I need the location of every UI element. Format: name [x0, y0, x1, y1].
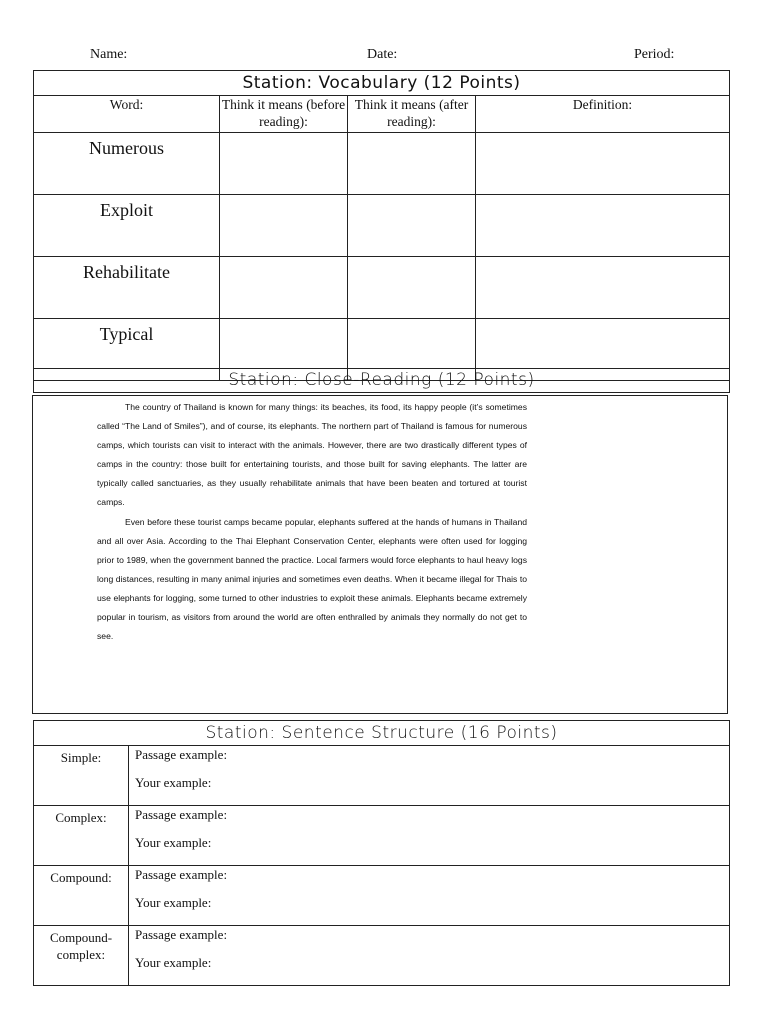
vocab-word: Rehabilitate [34, 257, 220, 319]
vocabulary-title: Station: Vocabulary (12 Points) [34, 71, 730, 96]
column-after-reading: Think it means (after reading): [348, 96, 476, 133]
passage-example-field[interactable]: Passage example: [135, 927, 228, 942]
before-reading-cell[interactable] [220, 133, 348, 195]
header-row [0, 47, 768, 67]
date-label: Date: [367, 47, 398, 62]
table-row [34, 195, 730, 257]
vocab-word: Exploit [34, 195, 220, 257]
table-row [34, 133, 730, 195]
sentence-type-label: Compound-complex: [34, 926, 129, 986]
sentence-type-label: Complex: [34, 806, 129, 866]
definition-cell[interactable] [476, 195, 730, 257]
your-example-field[interactable]: Your example: [135, 835, 212, 850]
after-reading-cell[interactable] [348, 257, 476, 319]
before-reading-cell[interactable] [220, 257, 348, 319]
definition-cell[interactable] [476, 133, 730, 195]
sentence-type-label: Simple: [34, 746, 129, 806]
passage-paragraph: The country of Thailand is known for many things: its beaches, its food, its happy people (it’s sometimes called “The Land of Smiles”), and of course, its elephants. The northern part of Thailand is famous for numerous camps, which tourists can visit to interact with the animals. However, there are two drastically different types of camps in the country: those built for entertaining tourists, and those built for saving elephants. The latter are typically called sanctuaries, as they usually rehabilitate animals that have been beaten and tortured at tourist camps. [97, 402, 527, 508]
sentence-type-label: Compound: [34, 866, 129, 926]
column-before-reading: Think it means (before reading): [220, 96, 348, 133]
close-reading-title: Station: Close-Reading (12 Points) [33, 368, 730, 393]
table-row [34, 257, 730, 319]
reading-passage [32, 395, 728, 714]
passage-example-field[interactable]: Passage example: [135, 807, 228, 822]
before-reading-cell[interactable] [220, 195, 348, 257]
your-example-field[interactable]: Your example: [135, 775, 212, 790]
your-example-field[interactable]: Your example: [135, 955, 212, 970]
after-reading-cell[interactable] [348, 133, 476, 195]
name-label: Name: [90, 47, 128, 62]
period-label: Period: [634, 47, 675, 62]
passage-paragraph: Even before these tourist camps became popular, elephants suffered at the hands of humans in Thailand and all over Asia. According to the Thai Elephant Conservation Center, elephants were often used for logging prior to 1989, when the government banned the practice. Local farmers would force elephants to haul heavy logs long distances, resulting in many animal injuries and sometimes even deaths. When it became illegal for Thais to use elephants for logging, some turned to other industries to exploit these animals. Elephants became extremely popular in tourism, as visitors from around the world are often enthralled by animals they normally do not get to see. [97, 516, 527, 642]
table-row [34, 806, 730, 866]
passage-example-field[interactable]: Passage example: [135, 747, 228, 762]
vocab-word: Typical [34, 319, 220, 381]
vocabulary-table [33, 70, 730, 381]
passage-example-field[interactable]: Passage example: [135, 867, 228, 882]
your-example-field[interactable]: Your example: [135, 895, 212, 910]
after-reading-cell[interactable] [348, 195, 476, 257]
column-word: Word: [34, 96, 220, 133]
sentence-structure-title: Station: Sentence Structure (16 Points) [34, 721, 730, 746]
table-row [34, 866, 730, 926]
sentence-structure-table [33, 720, 730, 986]
column-definition: Definition: [476, 96, 730, 133]
table-row [34, 926, 730, 986]
table-row [34, 746, 730, 806]
vocab-word: Numerous [34, 133, 220, 195]
definition-cell[interactable] [476, 257, 730, 319]
